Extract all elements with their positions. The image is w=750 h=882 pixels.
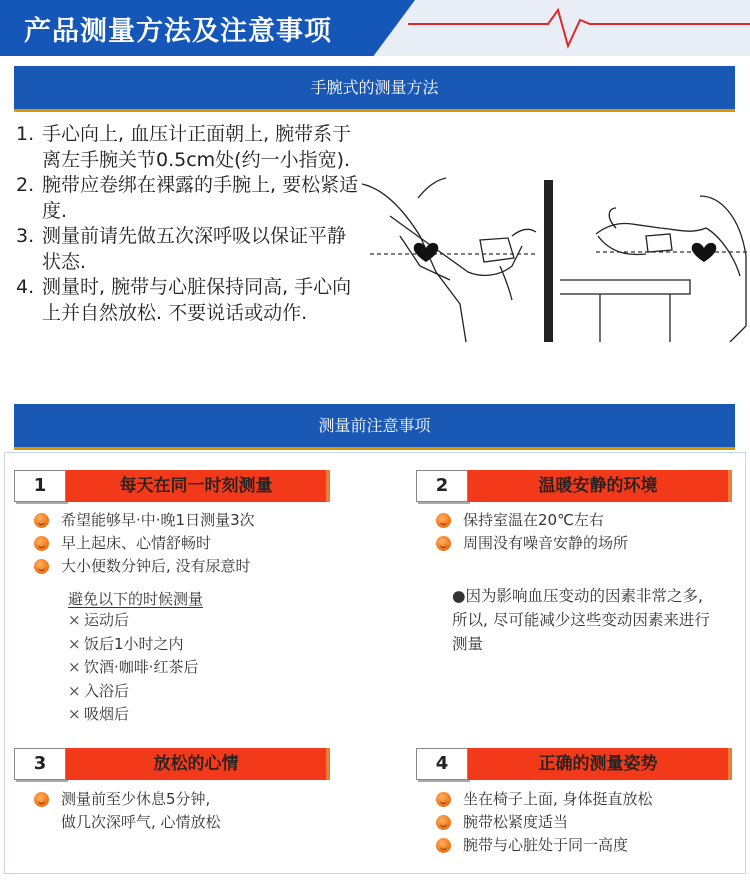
smile-icon	[436, 815, 451, 830]
section-bar-precautions: 测量前注意事项	[14, 404, 735, 450]
card-header-2	[416, 470, 732, 502]
list-item: 腕带与心脏处于同一高度	[436, 834, 653, 857]
avoid-item: × 饮酒·咖啡·红茶后	[68, 656, 203, 680]
seated-measure-illustration	[560, 196, 746, 342]
card-header-4	[416, 748, 732, 780]
step-text: 测量时, 腕带与心脏保持同高, 手心向上并自然放松. 不要说话或动作.	[42, 276, 352, 324]
smile-icon	[436, 513, 451, 528]
card-number: 2	[416, 470, 468, 502]
card-header-3	[14, 748, 330, 780]
smile-icon	[34, 536, 49, 551]
wall-divider	[544, 180, 553, 342]
smile-icon	[34, 513, 49, 528]
step-text: 腕带应卷绑在裸露的手腕上, 要松紧适度.	[42, 174, 359, 222]
list-item: 保持室温在20℃左右	[436, 509, 628, 532]
avoid-item: × 饭后1小时之内	[68, 633, 203, 657]
step-number: 4.	[16, 276, 35, 298]
standing-measure-illustration	[362, 178, 536, 342]
list-item: 希望能够早·中·晚1日测量3次	[34, 509, 255, 532]
smile-icon	[436, 838, 451, 853]
card-4-list	[436, 788, 653, 857]
card-title: 每天在同一时刻测量	[66, 470, 330, 502]
cross-icon: ×	[68, 658, 81, 676]
card-title: 放松的心情	[66, 748, 330, 780]
smile-icon	[34, 559, 49, 574]
list-item: 做几次深呼气, 心情放松	[61, 813, 221, 831]
card-3-list	[34, 788, 221, 834]
avoid-list	[68, 588, 203, 727]
ecg-line-icon	[408, 2, 750, 52]
avoid-title: 避免以下的时候测量	[68, 590, 204, 608]
avoid-item: × 吸烟后	[68, 703, 203, 727]
cross-icon: ×	[68, 611, 81, 629]
step-item	[16, 122, 361, 173]
card-title: 温暖安静的环境	[468, 470, 732, 502]
avoid-item: × 运动后	[68, 609, 203, 633]
page-title: 产品测量方法及注意事项	[24, 16, 332, 47]
card-header-1	[14, 470, 330, 502]
step-item	[16, 224, 361, 275]
card-number: 3	[14, 748, 66, 780]
section-bar-measure-method: 手腕式的测量方法	[14, 66, 735, 112]
smile-icon	[436, 536, 451, 551]
card-2-list	[436, 509, 628, 555]
card-number: 1	[14, 470, 66, 502]
page-header	[0, 0, 750, 56]
step-number: 1.	[16, 123, 35, 145]
smile-icon	[34, 792, 49, 807]
step-number: 2.	[16, 174, 35, 196]
step-text: 测量前请先做五次深呼吸以保证平静状态.	[42, 225, 347, 273]
list-item: 坐在椅子上面, 身体挺直放松	[436, 788, 653, 811]
cross-icon: ×	[68, 705, 81, 723]
steps-list	[16, 122, 361, 326]
heart-icon	[692, 243, 717, 262]
measurement-illustration	[360, 176, 750, 342]
step-item	[16, 173, 361, 224]
avoid-item: × 入浴后	[68, 680, 203, 704]
step-text: 手心向上, 血压计正面朝上, 腕带系于离左手腕关节0.5cm处(约一小指宽).	[42, 123, 352, 171]
card-number: 4	[416, 748, 468, 780]
cross-icon: ×	[68, 681, 81, 700]
smile-icon	[436, 792, 451, 807]
step-number: 3.	[16, 225, 35, 247]
cross-icon: ×	[68, 634, 81, 653]
list-item: 早上起床、心情舒畅时	[34, 532, 255, 555]
card-2-note: ●因为影响血压变动的因素非常之多, 所以, 尽可能减少这些变动因素来进行测量	[452, 587, 710, 653]
heart-icon	[414, 243, 439, 262]
card-title: 正确的测量姿势	[468, 748, 732, 780]
card-1-list	[34, 509, 255, 578]
list-item: 大小便数分钟后, 没有尿意时	[34, 555, 255, 578]
list-item: 测量前至少休息5分钟,	[34, 788, 221, 811]
list-item: 腕带松紧度适当	[436, 811, 653, 834]
list-item: 周围没有噪音安静的场所	[436, 532, 628, 555]
step-item	[16, 275, 361, 326]
